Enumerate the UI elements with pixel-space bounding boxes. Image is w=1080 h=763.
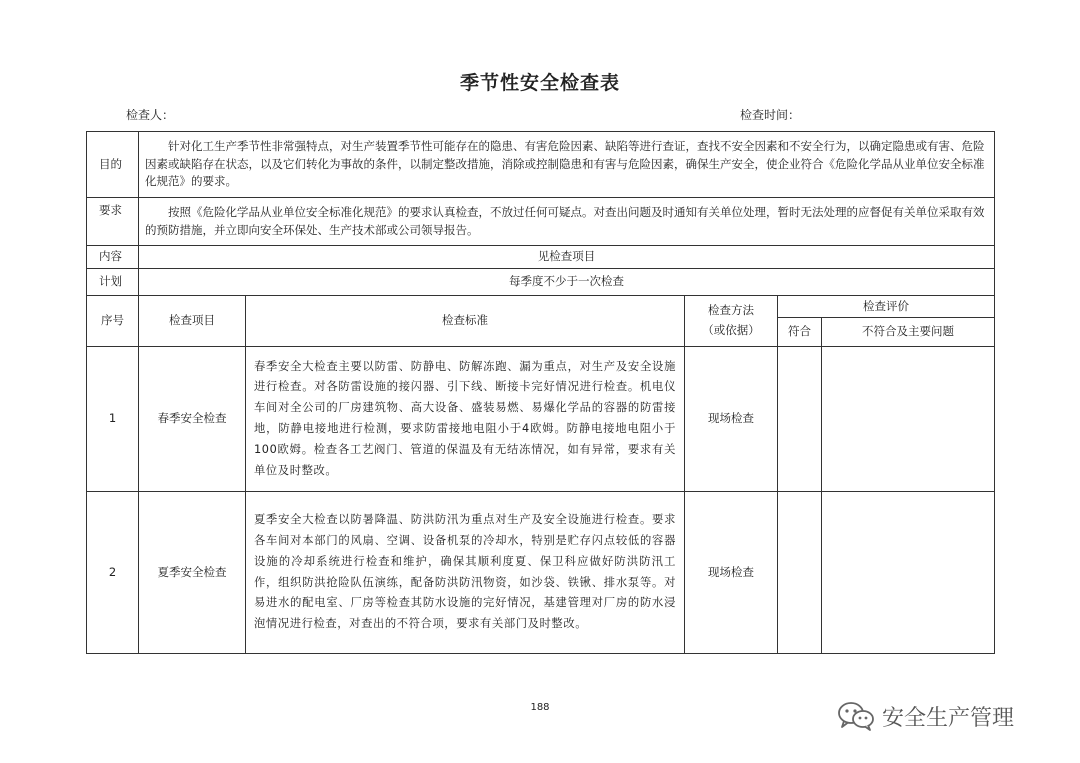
header-method xyxy=(685,296,778,347)
content-text: 见检查项目 xyxy=(139,246,995,269)
watermark xyxy=(836,700,1014,732)
document-title: 季节性安全检查表 xyxy=(459,72,620,94)
header-standard: 检查标准 xyxy=(246,296,685,347)
row-item: 夏季安全检查 xyxy=(139,492,246,654)
header-row-1 xyxy=(87,296,995,318)
row-no: 1 xyxy=(87,347,139,492)
header-method-line1: 检查方法 xyxy=(708,303,754,318)
wechat-icon xyxy=(836,700,876,732)
content-row xyxy=(87,246,995,269)
inspector-label: 检查人： xyxy=(126,108,175,122)
plan-text: 每季度不少于一次检查 xyxy=(139,269,995,296)
table-row xyxy=(87,492,995,654)
header-method-line2: （或依据） xyxy=(702,323,760,337)
row-conform xyxy=(778,347,822,492)
row-no: 2 xyxy=(87,492,139,654)
row-item: 春季安全检查 xyxy=(139,347,246,492)
requirement-row xyxy=(87,198,995,246)
row-standard: 夏季安全大检查以防暑降温、防洪防汛为重点对生产及安全设施进行检查。要求各车间对本部门的风扇、空调、设备机泵的冷却水，特别是贮存闪点较低的容器设施的冷却系统进行检查和维护，确保其顺利度夏、保卫科应做好防洪防汛工作，组织防洪抢险队伍演练，配备防洪防汛物资，如沙袋、铁锹、排水泵等。对易进水的配电室、厂房等检查其防水设施的完好情况，基建管理对厂房的防水浸泡情况进行检查，对查出的不符合项，要求有关部门及时整改。 xyxy=(246,492,685,654)
row-standard: 春季安全大检查主要以防雷、防静电、防解冻跑、漏为重点，对生产及安全设施进行检查。对各防雷设施的接闪器、引下线、断接卡完好情况进行检查。机电仪车间对全公司的厂房建筑物、高大设备、盛装易燃、易爆化学品的容器的防雷接地，防静电接地进行检测，要求防雷接地电阻小于4欧姆。防静电接地电阻小于100欧姆。检查各工艺阀门、管道的保温及有无结冻情况，如有异常，要求有关单位及时整改。 xyxy=(246,347,685,492)
header-item: 检查项目 xyxy=(139,296,246,347)
row-conform xyxy=(778,492,822,654)
header-eval: 检查评价 xyxy=(778,296,995,318)
row-method: 现场检查 xyxy=(685,492,778,654)
plan-label: 计划 xyxy=(87,269,139,296)
row-problem xyxy=(822,492,995,654)
header-conform: 符合 xyxy=(778,318,822,347)
table-row xyxy=(87,347,995,492)
purpose-text: 针对化工生产季节性非常强特点，对生产装置季节性可能存在的隐患、有害危险因素、缺陷等进行查证，查找不安全因素和不安全行为，以确定隐患或有害、危险因素或缺陷存在状态，以及它们转化为事故的条件，以制定整改措施，消除或控制隐患和有害与危险因素，确保生产安全，使企业符合《危险化学品从业单位安全标准化规范》的要求。 xyxy=(139,132,995,198)
inspection-table xyxy=(86,131,995,654)
requirement-label: 要求 xyxy=(87,198,139,246)
purpose-row xyxy=(87,132,995,198)
inspection-time-label: 检查时间： xyxy=(740,108,801,122)
watermark-text: 安全生产管理 xyxy=(882,705,1015,731)
header-no: 序号 xyxy=(87,296,139,347)
header-nonconform: 不符合及主要问题 xyxy=(822,318,995,347)
purpose-label: 目的 xyxy=(87,132,139,198)
content-label: 内容 xyxy=(87,246,139,269)
row-method: 现场检查 xyxy=(685,347,778,492)
row-problem xyxy=(822,347,995,492)
page-number: 188 xyxy=(530,702,550,713)
requirement-text: 按照《危险化学品从业单位安全标准化规范》的要求认真检查，不放过任何可疑点。对查出问题及时通知有关单位处理，暂时无法处理的应督促有关单位采取有效的预防措施，并立即向安全环保处、生产技术部或公司领导报告。 xyxy=(139,198,995,246)
plan-row xyxy=(87,269,995,296)
